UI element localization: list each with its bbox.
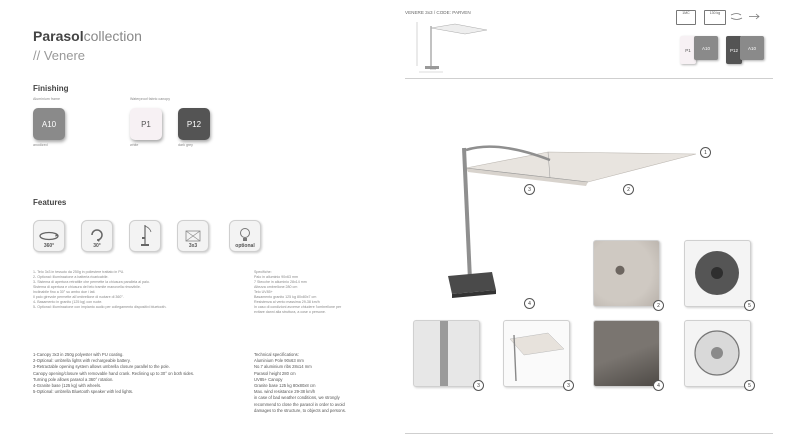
callout-2: 2 (623, 184, 634, 195)
it-line: 4- Basamento in granito (125 kg) con ruote. (33, 300, 103, 304)
detail-photo-light-ring (684, 320, 751, 387)
it-spec-line: In caso di condizioni avverse chiudere l'ombrellone per (254, 305, 342, 309)
feature-label: 30° (93, 243, 101, 249)
combo-frame-code: A10 (747, 45, 756, 51)
pallet-icon-label: 130 kg (709, 11, 721, 15)
combo-frame-code: A10 (701, 45, 710, 51)
brand-name: Parasol (33, 28, 84, 44)
en-spec-line: Technical specifications: (254, 352, 299, 357)
wind-icon (730, 11, 744, 22)
canopy-swatch-caption: white (130, 143, 139, 147)
en-spec-line: UV85+ Canopy (254, 376, 283, 382)
detail-photo-base (593, 320, 660, 387)
it-line: 2- Optional: illuminazione a batteria ricaricabile. (33, 275, 109, 279)
arrow-icon (748, 11, 762, 22)
callout-3: 3 (524, 184, 535, 195)
combo-canopy-code: P12 (729, 47, 738, 53)
parasol-illustration (438, 130, 708, 310)
tilt-30-icon (81, 220, 113, 252)
detail-photo-tilted (503, 320, 570, 387)
box-icon-label: 1MC (682, 11, 690, 15)
canopy-swatch-p1 (130, 108, 162, 140)
features-heading: Features (33, 198, 67, 207)
finishing-heading: Finishing (33, 84, 69, 93)
en-line: 1-Canopy 3x3 in 250g polyester with PU coating. (33, 352, 124, 357)
en-spec-line: damages to the structure, to objects and persons. (254, 407, 346, 413)
canopy-swatch-p12 (178, 108, 210, 140)
it-spec-line: Basamento granito 125 kg 80x80x7 cm (254, 295, 317, 299)
en-line: Canopy opening/closure with removable hand crank. Reclining up to 30° on both sides. (33, 370, 195, 376)
it-line: 3- Sistema di apertura retrattile che permette la chiusura parallela al palo. (33, 280, 150, 284)
pallet-icon (704, 10, 726, 25)
it-line: 5- Optional: illuminazione con impianto audio per collegamento dispositivi bluetooth. (33, 305, 167, 309)
callout-1: 1 (700, 147, 711, 158)
frame-swatch-a10 (33, 108, 65, 140)
canopy-swatch-caption: dark grey (178, 143, 193, 147)
footer-divider (405, 433, 773, 434)
en-spec-line: recommend to close the parasol in order to avoid (254, 401, 345, 407)
callout-4: 4 (524, 298, 535, 309)
en-spec-line: Max. wind resistance 29-38 km/h (254, 389, 316, 395)
frame-swatch-code: A10 (41, 119, 57, 129)
dimension-caption: 3 mt (430, 67, 436, 71)
feature-label: 3x3 (188, 243, 198, 249)
frame-swatch-caption: anodized (33, 143, 48, 147)
en-line: 4-Granite base (125 kg) with wheels. (33, 383, 102, 389)
box-icon (676, 10, 696, 25)
dimension-drawing (405, 18, 505, 76)
rotation-360-icon (33, 220, 65, 252)
it-spec-line: evitare danni alla struttura, a cose o persone. (254, 310, 326, 314)
it-spec-line: Altezza ombrellone 280 cm (254, 285, 298, 289)
it-spec-line: Resistenza al vento massima 29-38 km/h (254, 300, 320, 304)
photo-callout: 2 (653, 300, 664, 311)
photo-callout: 5 (744, 300, 755, 311)
crank-icon (129, 220, 161, 252)
it-spec-line: Palo in alluminio 90x63 mm (254, 275, 298, 279)
frame-label: Aluminium frame (33, 97, 60, 101)
it-spec-line: 7 Stecche in alluminio 28x14 mm (254, 280, 307, 284)
canopy-label: Waterproof fabric canopy (130, 97, 171, 101)
light-optional-icon (229, 220, 261, 252)
photo-callout: 4 (653, 380, 664, 391)
feature-label: optional (235, 243, 255, 249)
detail-photo-lights (593, 240, 660, 307)
en-line: 2-Optional: umbrella lights with rechargeable battery. (33, 358, 131, 364)
model-name: // Venere (33, 48, 86, 63)
header-divider (405, 78, 773, 79)
en-spec-line: in case of bad weather conditions, we strongly (254, 395, 340, 401)
english-specs (254, 352, 384, 414)
detail-photo-speaker (684, 240, 751, 307)
en-line: Turning pole allows parasol a 360° rotation. (33, 376, 114, 382)
it-line: Sistema di apertura e chiusura del telo tramite manovella rimovibile. (33, 285, 141, 289)
en-spec-line: Parasol height 280 cm (254, 370, 296, 376)
it-line: 1- Telo 3x3 in tessuto da 250g in poliestere trattato in PU. (33, 270, 125, 274)
brand-title (33, 28, 142, 46)
brand-suffix: collection (83, 28, 142, 44)
combo-canopy-swatch (740, 36, 764, 60)
en-line: 3-Retractable opening system allows umbrella closure parallel to the pole. (33, 364, 170, 370)
en-spec-line: Granite base 125 kg 80x80x8 cm (254, 383, 316, 389)
feature-label: 360° (43, 243, 55, 249)
en-spec-line: No.7 aluminium ribs 28x14 mm (254, 364, 312, 370)
italian-specs (254, 270, 384, 315)
it-spec-line: Telo UV85+ (254, 290, 273, 294)
photo-callout: 3 (473, 380, 484, 391)
photo-callout: 3 (563, 380, 574, 391)
english-description (33, 352, 248, 395)
detail-photo-crank (413, 320, 480, 387)
en-line: 5-Optional: umbrella Bluetooth speaker with led lights. (33, 389, 134, 395)
canopy-swatch-code: P12 (186, 119, 202, 129)
size-3x3-icon (177, 220, 209, 252)
product-code: VENERE 3x3 / CODE: PARVEN (405, 10, 471, 15)
italian-description (33, 270, 243, 310)
combo-canopy-swatch (694, 36, 718, 60)
photo-callout: 5 (744, 380, 755, 391)
it-spec-line: Specifiche: (254, 270, 272, 274)
it-line: Il palo girevole permette all'ombrellone di ruotare di 360°. (33, 295, 124, 299)
it-line: Inclinabile fino a 30° su ambo due i lati. (33, 290, 96, 294)
combo-canopy-code: P1 (685, 47, 691, 53)
canopy-swatch-code: P1 (141, 119, 151, 129)
en-spec-line: Aluminium Pole 90x63 mm (254, 358, 304, 364)
